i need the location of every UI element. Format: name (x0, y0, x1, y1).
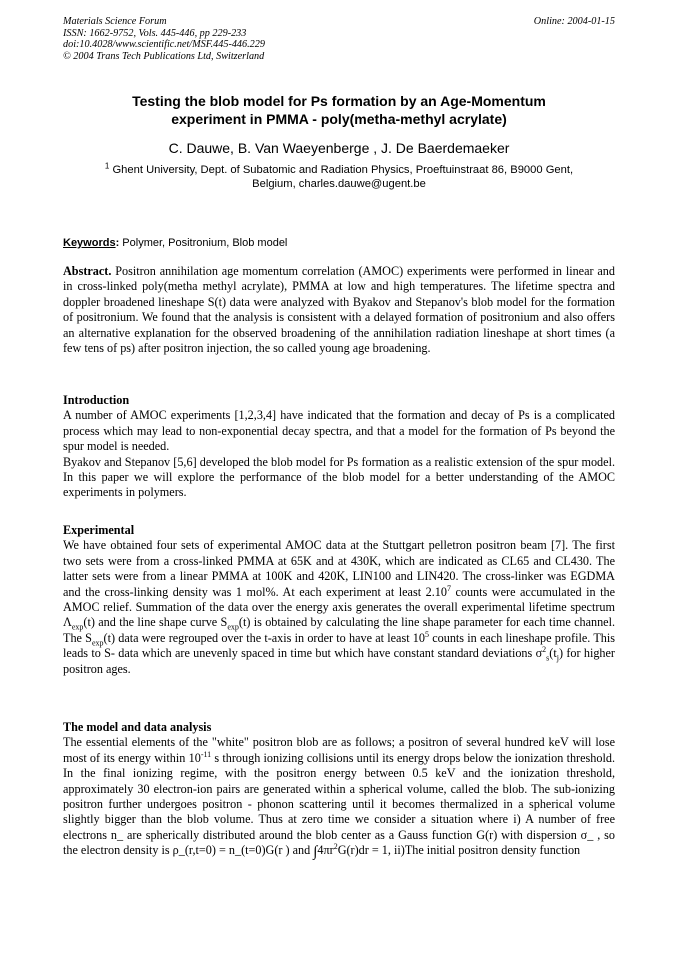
model-paragraph: The essential elements of the "white" positron blob are as follows; a positron of several hundred keV will lose most of its energy within $10^{-11}$ s through ionizing collisions until its energy drops below the ionization threshold. In the final ionizing regime, with the positron energy between 0.5 keV and the ionization threshold, approximately 30 electron-ion pairs are generated within a spherical volume, called the blob. The sub-ionizing positron further undergoes positron - phonon scattering until it becomes thermalized in a spherical volume slightly bigger than the blob volume. Thus at zero time we consider a situation where i) A number of free electrons n_ are spherically distributed around the blob center as a Gauss function G(r) with dispersion σ_ , so the electron density is ρ_(r,t=0) = n_(t=0)G(r ) and $\int 4\pi r^2G(r)dr = 1$, ii)The initial positron density function (63, 735, 615, 861)
copyright-line: © 2004 Trans Tech Publications Ltd, Switzerland (63, 50, 265, 62)
abstract (63, 264, 615, 356)
experimental-paragraph: We have obtained four sets of experimental AMOC data at the Stuttgart pelletron positron beam [7]. The first two sets were from a cross-linked PMMA at 65K and at 430K, which are indicated as CL65 and CL430. The latter sets were from a linear PMMA at 100K and 420K, LIN100 and LIN420. The cross-linker was EGDMA and the cross-linking density was 1 mol%. At each experiment at least 2.10$^7$ counts were accumulated in the AMOC relief. Summation of the data over the energy axis generates the overall experimental lifetime spectrum $\Lambda_{exp}(t)$ and the line shape curve $S_{exp}(t)$ is obtained by calculating the line shape parameter for each time channel. The $S_{exp}(t)$ data were regrouped over the t-axis in order to have at least $10^5$ counts in each lineshape profile. This leads to S- data which are unevenly spaced in time but which have constant standard deviations $\sigma^2_s(t_j)$ for higher positron ages. (63, 538, 616, 676)
doi-line[interactable]: doi:10.4028/www.scientific.net/MSF.445-446.229 (63, 39, 265, 50)
title-line-1: Testing the blob model for Ps formation by an Age-Momentum (132, 93, 546, 109)
author-list: C. Dauwe, B. Van Waeyenberge , J. De Baerdemaeker (168, 140, 510, 156)
keywords-colon: : (115, 237, 120, 249)
abstract-label: Abstract. (63, 264, 112, 278)
introduction-paragraph-1: A number of AMOC experiments [1,2,3,4] have indicated that the formation and decay of Ps is a complicated process which may lead to non-exponential decay spectra, and that a model for the formation of Ps beyond the spur model is needed. (63, 408, 615, 454)
affiliation-line-1: Ghent University, Dept. of Subatomic and Radiation Physics, Proeftuinstraat 86, B9000 Gent, (109, 164, 574, 176)
keywords (63, 236, 615, 250)
keywords-text: Polymer, Positronium, Blob model (119, 237, 288, 249)
abstract-text: Positron annihilation age momentum correlation (AMOC) experiments were performed in linear and in cross-linked poly(metha methyl acrylate), PMMA at low and high temperatures. The lifetime spectra and doppler broadened lineshape S(t) data were analyzed with Byakov and Stepanov's blob model for the formation of positronium. We found that the analysis is consistent with a delayed formation of positronium and also offers an alternative explanation for the observed broadening of the annihilation radiation lineshape at short times (a few tens of ps) after positron injection, the so called young age broadening. (63, 264, 615, 356)
affiliation (63, 163, 615, 191)
experimental-section (63, 523, 615, 677)
model-section (63, 720, 615, 861)
affiliation-line-2: Belgium, charles.dauwe@ugent.be (252, 178, 426, 190)
online-date: Online: 2004-01-15 (533, 16, 615, 27)
introduction-heading: Introduction (63, 393, 130, 407)
issn-line: ISSN: 1662-9752, Vols. 445-446, pp 229-233 (63, 27, 247, 39)
title-line-2: experiment in PMMA - poly(metha-methyl acrylate) (171, 111, 507, 127)
model-heading: The model and data analysis (63, 720, 212, 734)
introduction-paragraph-2: Byakov and Stepanov [5,6] developed the blob model for Ps formation as a realistic extension of the spur model. In this paper we will explore the performance of the blob model for a better understanding of the AMOC experiments in polymers. (63, 454, 615, 500)
paper-title (63, 92, 615, 128)
journal-header (63, 16, 265, 62)
keywords-label: Keywords (63, 237, 116, 249)
affiliation-marker: 1 (104, 161, 110, 171)
experimental-heading: Experimental (63, 523, 135, 537)
sigma-expression: $\sigma^2_s(t_j)$ (535, 645, 564, 663)
integral-expression: $\int 4\pi r^2G(r)dr = 1$ (313, 842, 388, 861)
introduction-section (63, 393, 615, 501)
journal-name: Materials Science Forum (63, 16, 167, 27)
